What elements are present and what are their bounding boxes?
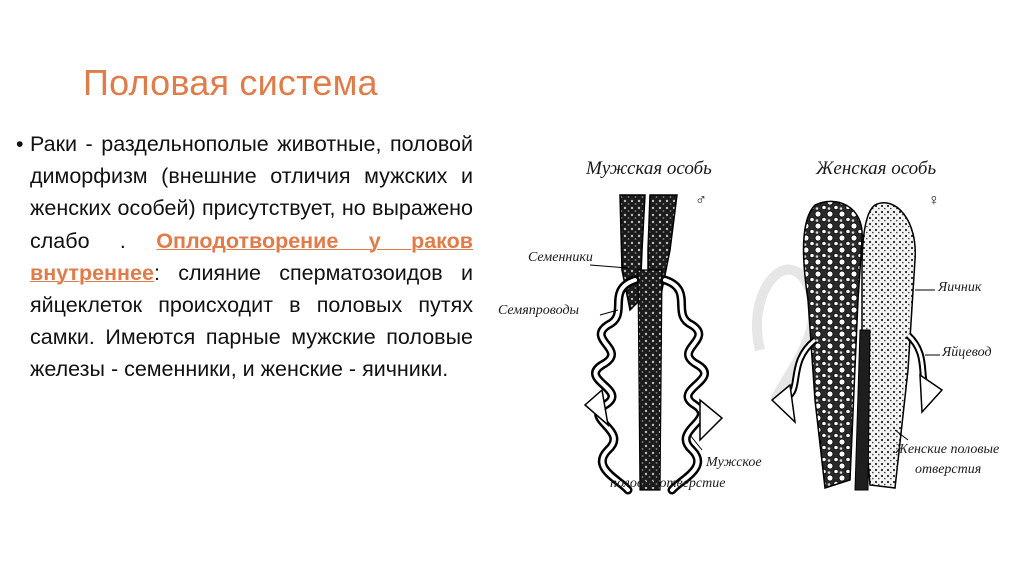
slide-body-text — [16, 128, 473, 386]
crayfish-reproductive-system-figure — [490, 150, 1010, 525]
label-oviduct: Яйцевод — [942, 345, 992, 360]
label-female-openings-line1: Женские половые — [895, 442, 1000, 457]
female-symbol: ♀ — [928, 192, 940, 209]
label-male-opening-line1: Мужское — [706, 455, 762, 470]
male-specimen-drawing — [585, 195, 722, 490]
fertilization-highlight: Оплодотворение у раков внутреннее — [30, 228, 473, 285]
female-specimen-heading: Женская особь — [816, 158, 937, 179]
body-text-part1: Раки - раздельнополые животные, половой диморфизм (внешние отличия мужских и женских особей) присутствует, но выражено слабо . — [30, 132, 473, 253]
bullet-marker: • — [16, 132, 24, 156]
label-ovary: Яичник — [938, 280, 982, 295]
male-specimen-heading: Мужская особь — [586, 158, 712, 179]
label-testes: Семенники — [528, 250, 593, 265]
label-male-opening-line2: половое отверстие — [610, 476, 726, 491]
label-female-openings-line2: отверстия — [915, 462, 982, 477]
body-text-part2: : слияние сперматозоидов и яйцеклеток происходит в половых путях самки. Имеются парные мужские половые железы - семенники, и женские - яичники. — [30, 260, 473, 382]
label-vas-deferens: Семяпроводы — [498, 303, 580, 318]
slide-title: Половая система — [83, 62, 378, 103]
male-symbol: ♂ — [695, 192, 707, 209]
